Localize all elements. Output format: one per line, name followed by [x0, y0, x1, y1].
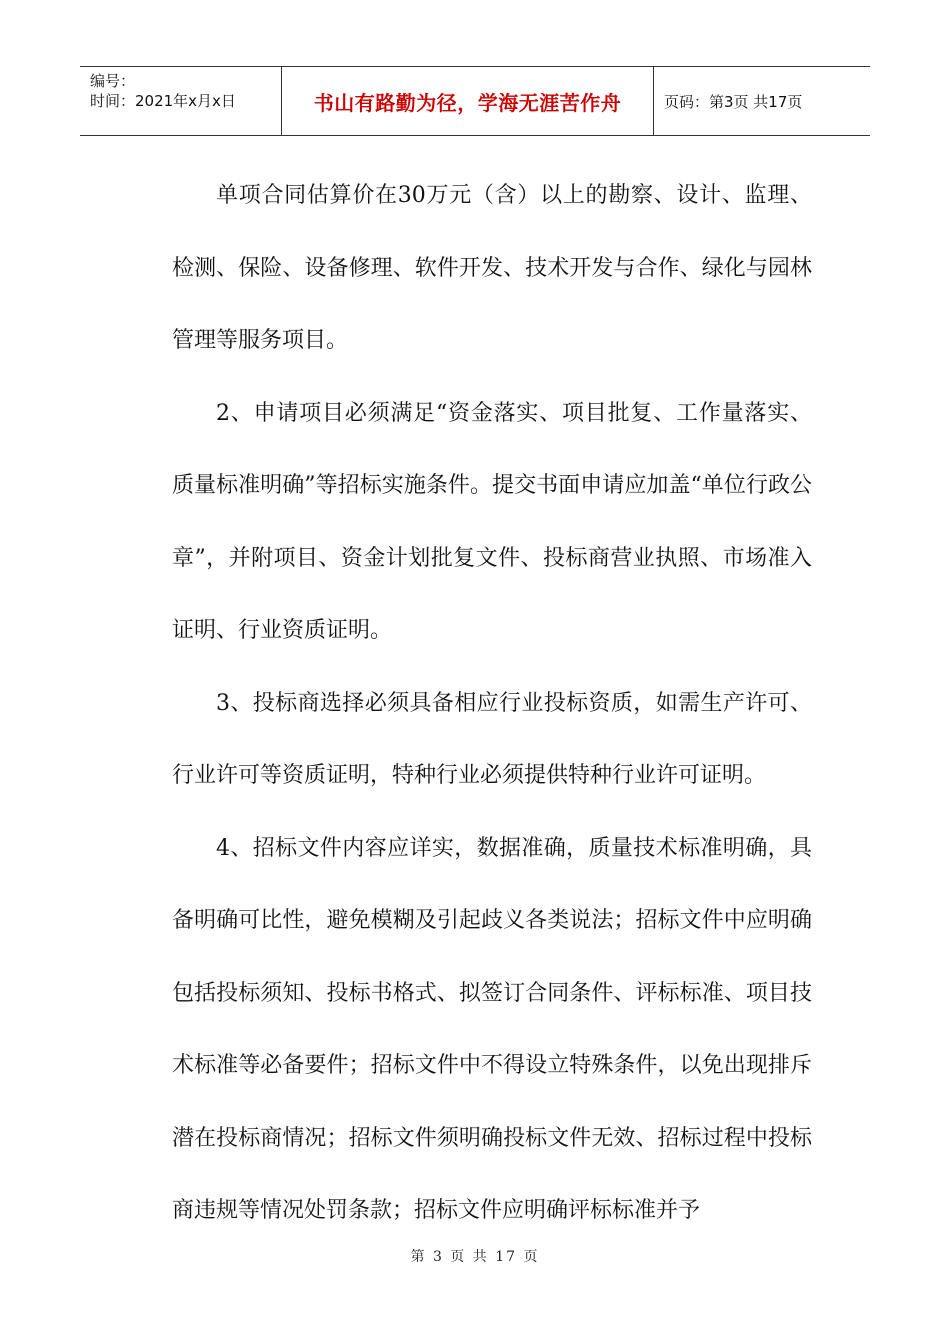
- header-motto: 书山有路勤为径，学海无涯苦作舟: [282, 67, 654, 135]
- document-body: [172, 160, 812, 1248]
- document-number-label: 编号：: [90, 72, 136, 90]
- header-page-info: 页码：第3页 共17页: [664, 92, 803, 111]
- document-header: [80, 66, 870, 136]
- paragraph: 2、申请项目必须满足“资金落实、项目批复、工作量落实、质量标准明确”等招标实施条件。提交书面申请应加盖“单位行政公章”，并附项目、资金计划批复文件、投标商营业执照、市场准入证明、行业资质证明。: [172, 400, 812, 643]
- page-footer: 第 3 页 共 17 页: [410, 1249, 540, 1265]
- paragraph: 3、投标商选择必须具备相应行业投标资质，如需生产许可、行业许可等资质证明，特种行业必须提供特种行业许可证明。: [172, 690, 812, 788]
- paragraph: 单项合同估算价在30万元（含）以上的勘察、设计、监理、检测、保险、设备修理、软件开发、技术开发与合作、绿化与园林管理等服务项目。: [172, 183, 812, 353]
- document-date-label: 时间：2021年x月x日: [90, 92, 236, 110]
- paragraph: 4、招标文件内容应详实，数据准确，质量技术标准明确，具备明确可比性，避免模糊及引起歧义各类说法；招标文件中应明确包括投标须知、投标书格式、拟签订合同条件、评标标准、项目技术标准等必备要件；招标文件中不得设立特殊条件，以免出现排斥潜在投标商情况；招标文件须明确投标文件无效、招标过程中投标商违规等情况处罚条款；招标文件应明确评标标准并予: [172, 835, 812, 1223]
- header-meta-cell: [80, 67, 282, 135]
